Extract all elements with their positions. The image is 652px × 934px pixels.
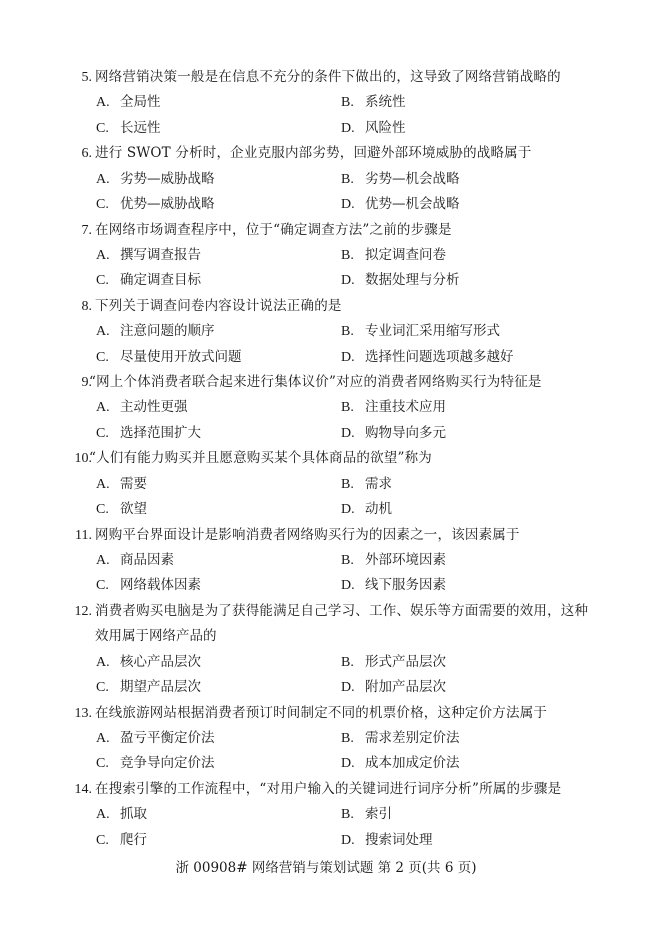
option-c: C. 爬行 <box>96 831 147 848</box>
question-text: 在搜索引擎的工作流程中，“对用户输入的关键词进行词序分析”所属的步骤是 <box>95 780 562 797</box>
option-c: C. 优势—威胁战略 <box>96 196 215 213</box>
option-d: D. 风险性 <box>341 119 406 136</box>
question-11 <box>0 523 652 548</box>
option-d: D. 数据处理与分析 <box>341 272 460 289</box>
option-d: D. 线下服务因素 <box>341 577 446 594</box>
option-d: D. 选择性问题选项越多越好 <box>341 348 514 365</box>
option-row <box>0 548 652 573</box>
option-row <box>0 192 652 217</box>
question-list <box>0 65 652 853</box>
question-number: 9. <box>81 375 92 391</box>
option-row <box>0 268 652 293</box>
question-text: 进行 SWOT 分析时，企业克服内部劣势，回避外部环境威胁的战略属于 <box>95 145 532 162</box>
option-c: C. 期望产品层次 <box>96 679 201 696</box>
option-b: B. 外部环境因素 <box>341 552 446 569</box>
question-number: 14. <box>74 781 92 797</box>
option-b: B. 劣势—机会战略 <box>341 170 460 187</box>
option-a: A. 商品因素 <box>96 552 174 569</box>
option-row <box>0 167 652 192</box>
option-row <box>0 497 652 522</box>
option-row <box>0 726 652 751</box>
option-c: C. 竞争导向定价法 <box>96 755 215 772</box>
question-7 <box>0 218 652 243</box>
question-text: 网购平台界面设计是影响消费者网络购买行为的因素之一，该因素属于 <box>95 526 520 543</box>
option-row <box>0 345 652 370</box>
question-6 <box>0 141 652 166</box>
question-text: 下列关于调查问卷内容设计说法正确的是 <box>95 297 342 314</box>
option-row <box>0 319 652 344</box>
option-c: C. 欲望 <box>96 501 147 518</box>
question-text: 在线旅游网站根据消费者预订时间制定不同的机票价格，这种定价方法属于 <box>95 704 548 721</box>
option-a: A. 盈亏平衡定价法 <box>96 729 215 746</box>
question-number: 8. <box>81 298 92 314</box>
option-row <box>0 243 652 268</box>
option-b: B. 索引 <box>341 806 392 823</box>
option-a: A. 需要 <box>96 475 147 492</box>
question-10 <box>0 446 652 471</box>
question-number: 7. <box>81 222 92 238</box>
option-d: D. 成本加成定价法 <box>341 755 460 772</box>
option-row <box>0 802 652 827</box>
option-row <box>0 675 652 700</box>
option-a: A. 抓取 <box>96 806 147 823</box>
option-d: D. 购物导向多元 <box>341 424 446 441</box>
option-row <box>0 395 652 420</box>
option-c: C. 确定调查目标 <box>96 272 201 289</box>
question-12 <box>0 599 652 624</box>
option-b: B. 拟定调查问卷 <box>341 246 446 263</box>
question-number: 11. <box>75 527 92 543</box>
question-8 <box>0 294 652 319</box>
option-d: D. 动机 <box>341 501 392 518</box>
question-text: 消费者购买电脑是为了获得能满足自己学习、工作、娱乐等方面需要的效用，这种 <box>95 602 589 619</box>
option-b: B. 系统性 <box>341 94 406 111</box>
option-b: B. 需求 <box>341 475 392 492</box>
option-b: B. 注重技术应用 <box>341 399 446 416</box>
question-text: 在网络市场调查程序中，位于“确定调查方法”之前的步骤是 <box>95 221 452 238</box>
question-13 <box>0 701 652 726</box>
option-b: B. 形式产品层次 <box>341 653 446 670</box>
option-c: C. 长远性 <box>96 119 161 136</box>
option-b: B. 需求差别定价法 <box>341 729 460 746</box>
option-row <box>0 90 652 115</box>
question-text: “人们有能力购买并且愿意购买某个具体商品的欲望”称为 <box>89 450 433 467</box>
question-12-continued <box>0 624 652 649</box>
option-row <box>0 828 652 853</box>
option-c: C. 选择范围扩大 <box>96 424 201 441</box>
option-a: A. 核心产品层次 <box>96 653 201 670</box>
question-text-continued: 效用属于网络产品的 <box>95 628 217 645</box>
question-text: 网络营销决策一般是在信息不充分的条件下做出的，这导致了网络营销战略的 <box>95 69 561 85</box>
option-a: A. 撰写调查报告 <box>96 246 201 263</box>
option-row <box>0 573 652 598</box>
option-row <box>0 421 652 446</box>
option-d: D. 搜索词处理 <box>341 831 433 848</box>
option-c: C. 尽量使用开放式问题 <box>96 348 242 365</box>
option-row <box>0 751 652 776</box>
option-d: D. 附加产品层次 <box>341 679 446 696</box>
question-number: 12. <box>74 603 92 619</box>
page-footer: 浙 00908# 网络营销与策划试题 第 2 页(共 6 页) <box>175 860 477 876</box>
question-number: 6. <box>81 146 92 162</box>
question-number: 10. <box>74 451 92 467</box>
option-a: A. 劣势—威胁战略 <box>96 170 215 187</box>
option-d: D. 优势—机会战略 <box>341 196 460 213</box>
option-row <box>0 472 652 497</box>
option-a: A. 主动性更强 <box>96 399 188 416</box>
question-9 <box>0 370 652 395</box>
question-5 <box>0 65 652 90</box>
option-c: C. 网络载体因素 <box>96 577 201 594</box>
option-a: A. 注意问题的顺序 <box>96 323 215 340</box>
question-number: 13. <box>74 705 92 721</box>
question-14 <box>0 777 652 802</box>
option-b: B. 专业词汇采用缩写形式 <box>341 323 500 340</box>
option-row <box>0 650 652 675</box>
option-row <box>0 116 652 141</box>
option-a: A. 全局性 <box>96 94 161 111</box>
question-text: “网上个体消费者联合起来进行集体议价”对应的消费者网络购买行为特征是 <box>89 374 542 391</box>
question-number: 5. <box>81 70 92 85</box>
